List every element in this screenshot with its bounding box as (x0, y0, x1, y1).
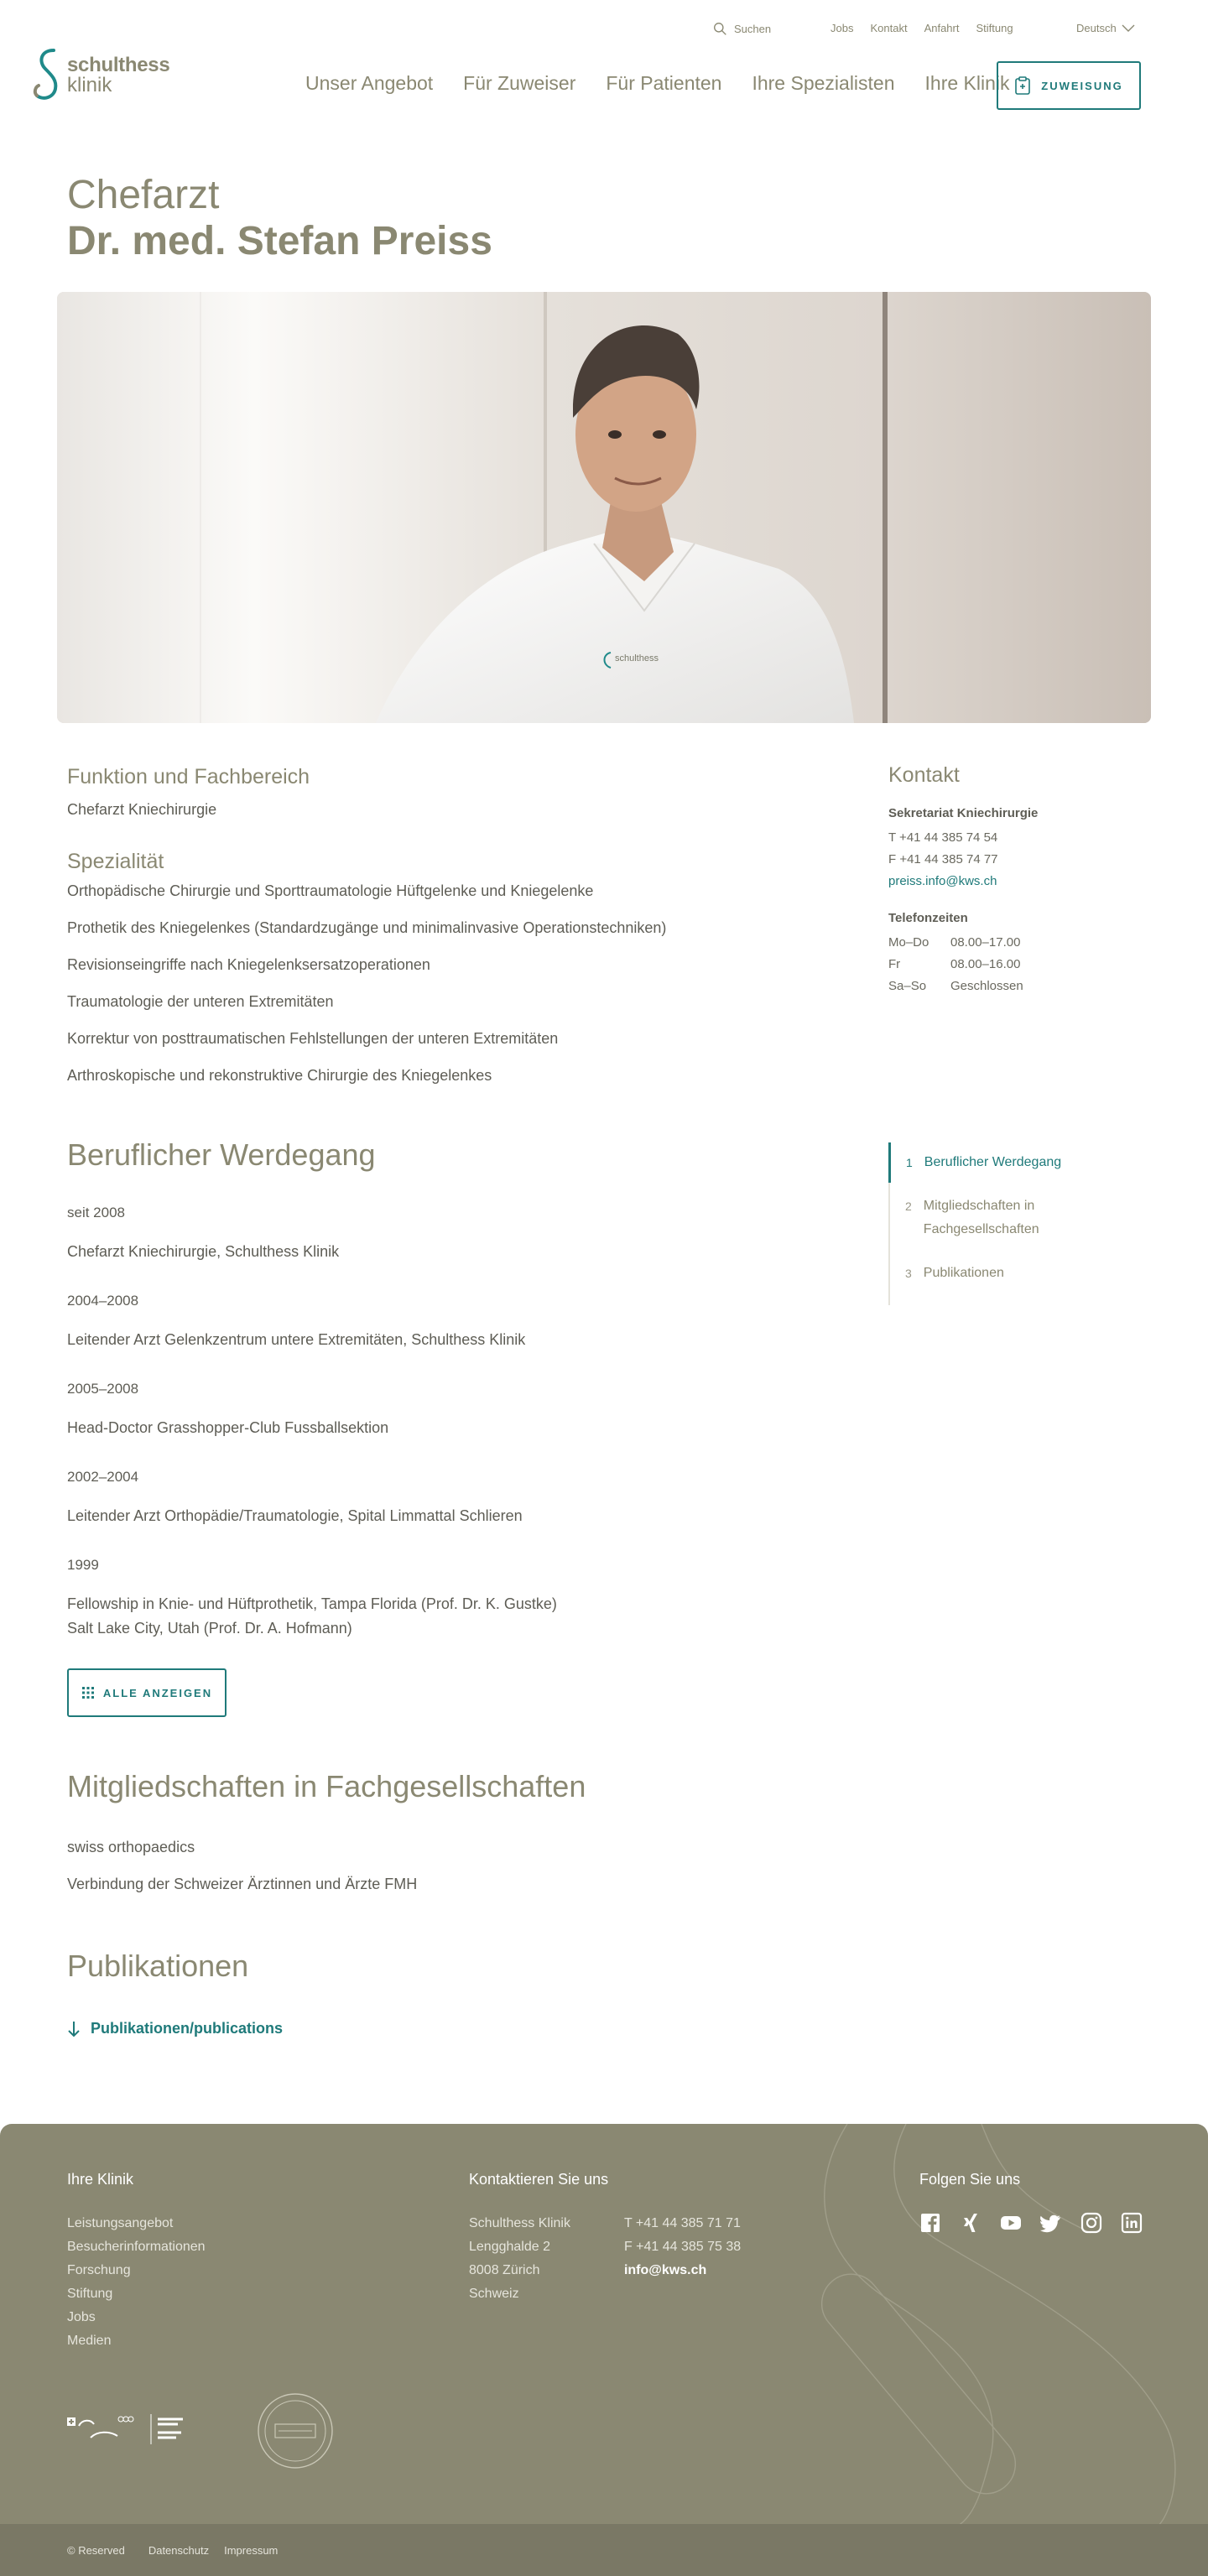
link-impressum[interactable]: Impressum (224, 2543, 279, 2557)
contact-fax: F +41 44 385 74 77 (888, 852, 998, 866)
contact-box (888, 763, 1140, 997)
xing-icon[interactable] (960, 2212, 982, 2234)
nav-fuer-zuweiser[interactable]: Für Zuweiser (463, 72, 576, 94)
grid-icon (81, 1686, 95, 1699)
show-all-button[interactable] (67, 1668, 226, 1717)
contact-email-link[interactable]: preiss.info@kws.ch (888, 874, 997, 888)
sidenav-number: 1 (906, 1156, 913, 1169)
footer-address-line: Schulthess Klinik (469, 2216, 570, 2230)
sidenav-label: Publikationen (923, 1266, 1004, 1280)
career-desc: Leitender Arzt Gelenkzentrum untere Extremitäten, Schulthess Klinik (67, 1331, 526, 1348)
contact-heading: Kontakt (888, 763, 960, 787)
zuweisung-button[interactable] (997, 61, 1141, 110)
list-item: swiss orthopaedics (67, 1839, 195, 1855)
facebook-icon[interactable] (919, 2212, 941, 2234)
nav-unser-angebot[interactable]: Unser Angebot (305, 72, 434, 94)
utility-links (830, 22, 1013, 34)
hours-time: 08.00–16.00 (950, 957, 1021, 971)
certification-seal (257, 2392, 334, 2469)
language-selector[interactable] (1076, 22, 1135, 34)
footer-heading: Kontaktieren Sie uns (469, 2171, 609, 2188)
footer-link[interactable]: Stiftung (67, 2287, 113, 2301)
memberships-heading: Mitgliedschaften in Fachgesellschaften (67, 1769, 586, 1803)
career-entry (67, 1293, 738, 1381)
sidenav-item-publications[interactable] (890, 1262, 1123, 1285)
career-entry (67, 1381, 738, 1469)
secretariat-label: Sekretariat Kniechirurgie (888, 806, 1039, 820)
nav-ihre-spezialisten[interactable]: Ihre Spezialisten (752, 72, 895, 94)
hours-day: Mo–Do (888, 935, 929, 950)
footer-link[interactable]: Medien (67, 2334, 112, 2348)
hours-day: Sa–So (888, 979, 927, 993)
footer-address-line: 8008 Zürich (469, 2263, 540, 2277)
sidenav-number: 3 (905, 1267, 912, 1280)
show-all-label: ALLE ANZEIGEN (102, 1686, 213, 1699)
footer-phone[interactable]: T +41 44 385 71 71 (623, 2216, 741, 2230)
sidenav-number: 2 (905, 1200, 912, 1213)
link-stiftung[interactable]: Stiftung (976, 22, 1013, 34)
search-icon (713, 22, 727, 36)
career-desc-2: Salt Lake City, Utah (Prof. Dr. A. Hofmann) (67, 1620, 352, 1637)
footer-address-line: Lengghalde 2 (469, 2240, 550, 2254)
hours-table (888, 932, 1140, 997)
search-label: Suchen (734, 23, 772, 35)
list-item: Prothetik des Kniegelenkes (Standardzugänge und minimalinvasive Operationstechniken) (67, 919, 667, 936)
footer-bottom-bar (0, 2524, 1208, 2576)
list-item: Verbindung der Schweizer Ärztinnen und Ärzte FMH (67, 1876, 418, 1892)
list-item: Orthopädische Chirurgie und Sporttraumatologie Hüftgelenke und Kniegelenke (67, 882, 594, 899)
speciality-list (67, 882, 666, 1104)
logo-text-klinik: klinik (67, 74, 112, 96)
footer-fax: F +41 44 385 75 38 (623, 2240, 742, 2254)
hours-time: Geschlossen (950, 979, 1023, 993)
footer-link[interactable]: Besucherinformationen (67, 2240, 206, 2254)
nav-fuer-patienten[interactable]: Für Patienten (606, 72, 722, 94)
career-desc: Head-Doctor Grasshopper-Club Fussballsektion (67, 1419, 389, 1436)
logo-text-schulthess: schulthess (67, 54, 170, 76)
career-year: 2005–2008 (67, 1381, 139, 1397)
career-entry (67, 1205, 738, 1293)
career-year: 2004–2008 (67, 1293, 139, 1309)
main-navigation (305, 72, 1010, 95)
hours-heading: Telefonzeiten (888, 911, 968, 925)
chevron-down-icon (1122, 24, 1135, 33)
twitter-icon[interactable] (1040, 2212, 1062, 2234)
doctor-portrait-image (57, 292, 1151, 723)
career-list (67, 1205, 738, 1645)
hours-day: Fr (888, 957, 901, 971)
instagram-icon[interactable] (1080, 2212, 1102, 2234)
footer-link[interactable]: Forschung (67, 2263, 131, 2277)
career-desc: Fellowship in Knie- und Hüftprothetik, Tampa Florida (Prof. Dr. K. Gustke) (67, 1595, 557, 1612)
zuweisung-label: ZUWEISUNG (1041, 79, 1123, 92)
logo-mark-icon (32, 47, 62, 102)
career-heading: Beruflicher Werdegang (67, 1137, 376, 1172)
footer-link[interactable]: Jobs (67, 2310, 96, 2324)
career-desc: Chefarzt Kniechirurgie, Schulthess Klinik (67, 1243, 340, 1260)
sidenav-item-career[interactable] (888, 1142, 1123, 1183)
language-label: Deutsch (1076, 22, 1117, 34)
link-kontakt[interactable]: Kontakt (870, 22, 908, 34)
swiss-olympic-logo (67, 2412, 210, 2446)
function-heading: Funktion und Fachbereich (67, 765, 310, 788)
footer-address-line: Schweiz (469, 2287, 519, 2301)
link-jobs[interactable]: Jobs (830, 22, 854, 34)
contact-phone[interactable]: T +41 44 385 74 54 (888, 830, 998, 845)
footer-heading: Ihre Klinik (67, 2171, 134, 2188)
svg-text:schulthess: schulthess (615, 653, 659, 664)
page-title: Dr. med. Stefan Preiss (67, 219, 492, 263)
footer-social (919, 2171, 1143, 2234)
footer-col-klinik (67, 2171, 206, 2353)
link-anfahrt[interactable]: Anfahrt (924, 22, 960, 34)
career-year: 1999 (67, 1557, 99, 1573)
youtube-icon[interactable] (1000, 2212, 1022, 2234)
hours-time: 08.00–17.00 (950, 935, 1021, 950)
copyright: © Reserved (67, 2543, 125, 2557)
list-item: Korrektur von posttraumatischen Fehlstellungen der unteren Extremitäten (67, 1030, 559, 1047)
footer-email-link[interactable]: info@kws.ch (623, 2263, 707, 2277)
search-link[interactable] (713, 22, 771, 36)
clipboard-icon (1014, 76, 1031, 95)
publications-heading: Publikationen (67, 1949, 249, 1983)
career-year: seit 2008 (67, 1205, 125, 1220)
page-role: Chefarzt (67, 173, 220, 217)
list-item: Revisionseingriffe nach Kniegelenksersatzoperationen (67, 956, 430, 973)
career-year: 2002–2004 (67, 1469, 139, 1485)
publications-link[interactable] (67, 2020, 283, 2037)
publications-link-label: Publikationen/publications (91, 2020, 284, 2037)
link-datenschutz[interactable]: Datenschutz (148, 2543, 210, 2557)
sidenav-label: Beruflicher Werdegang (924, 1155, 1062, 1169)
nav-ihre-klinik[interactable]: Ihre Klinik (924, 72, 1010, 94)
speciality-heading: Spezialität (67, 850, 164, 873)
sidenav-label: Mitgliedschaften in Fachgesellschaften (923, 1199, 1039, 1236)
utility-bar (0, 22, 1208, 39)
function-text: Chefarzt Kniechirurgie (67, 801, 217, 818)
linkedin-icon[interactable] (1121, 2212, 1143, 2234)
footer-heading: Folgen Sie uns (919, 2171, 1021, 2188)
career-entry (67, 1557, 738, 1645)
sidenav-item-memberships[interactable] (890, 1194, 1123, 1241)
list-item: Arthroskopische und rekonstruktive Chirurgie des Kniegelenkes (67, 1067, 492, 1084)
footer-link[interactable]: Leistungsangebot (67, 2216, 174, 2230)
site-footer (0, 2124, 1208, 2576)
section-navigation (888, 1142, 1123, 1305)
career-desc: Leitender Arzt Orthopädie/Traumatologie, Spital Limmattal Schlieren (67, 1507, 523, 1524)
site-logo[interactable] (32, 47, 169, 102)
list-item: Traumatologie der unteren Extremitäten (67, 993, 334, 1010)
footer-contact (469, 2171, 741, 2306)
arrow-down-icon (67, 2021, 81, 2037)
career-entry (67, 1469, 738, 1557)
